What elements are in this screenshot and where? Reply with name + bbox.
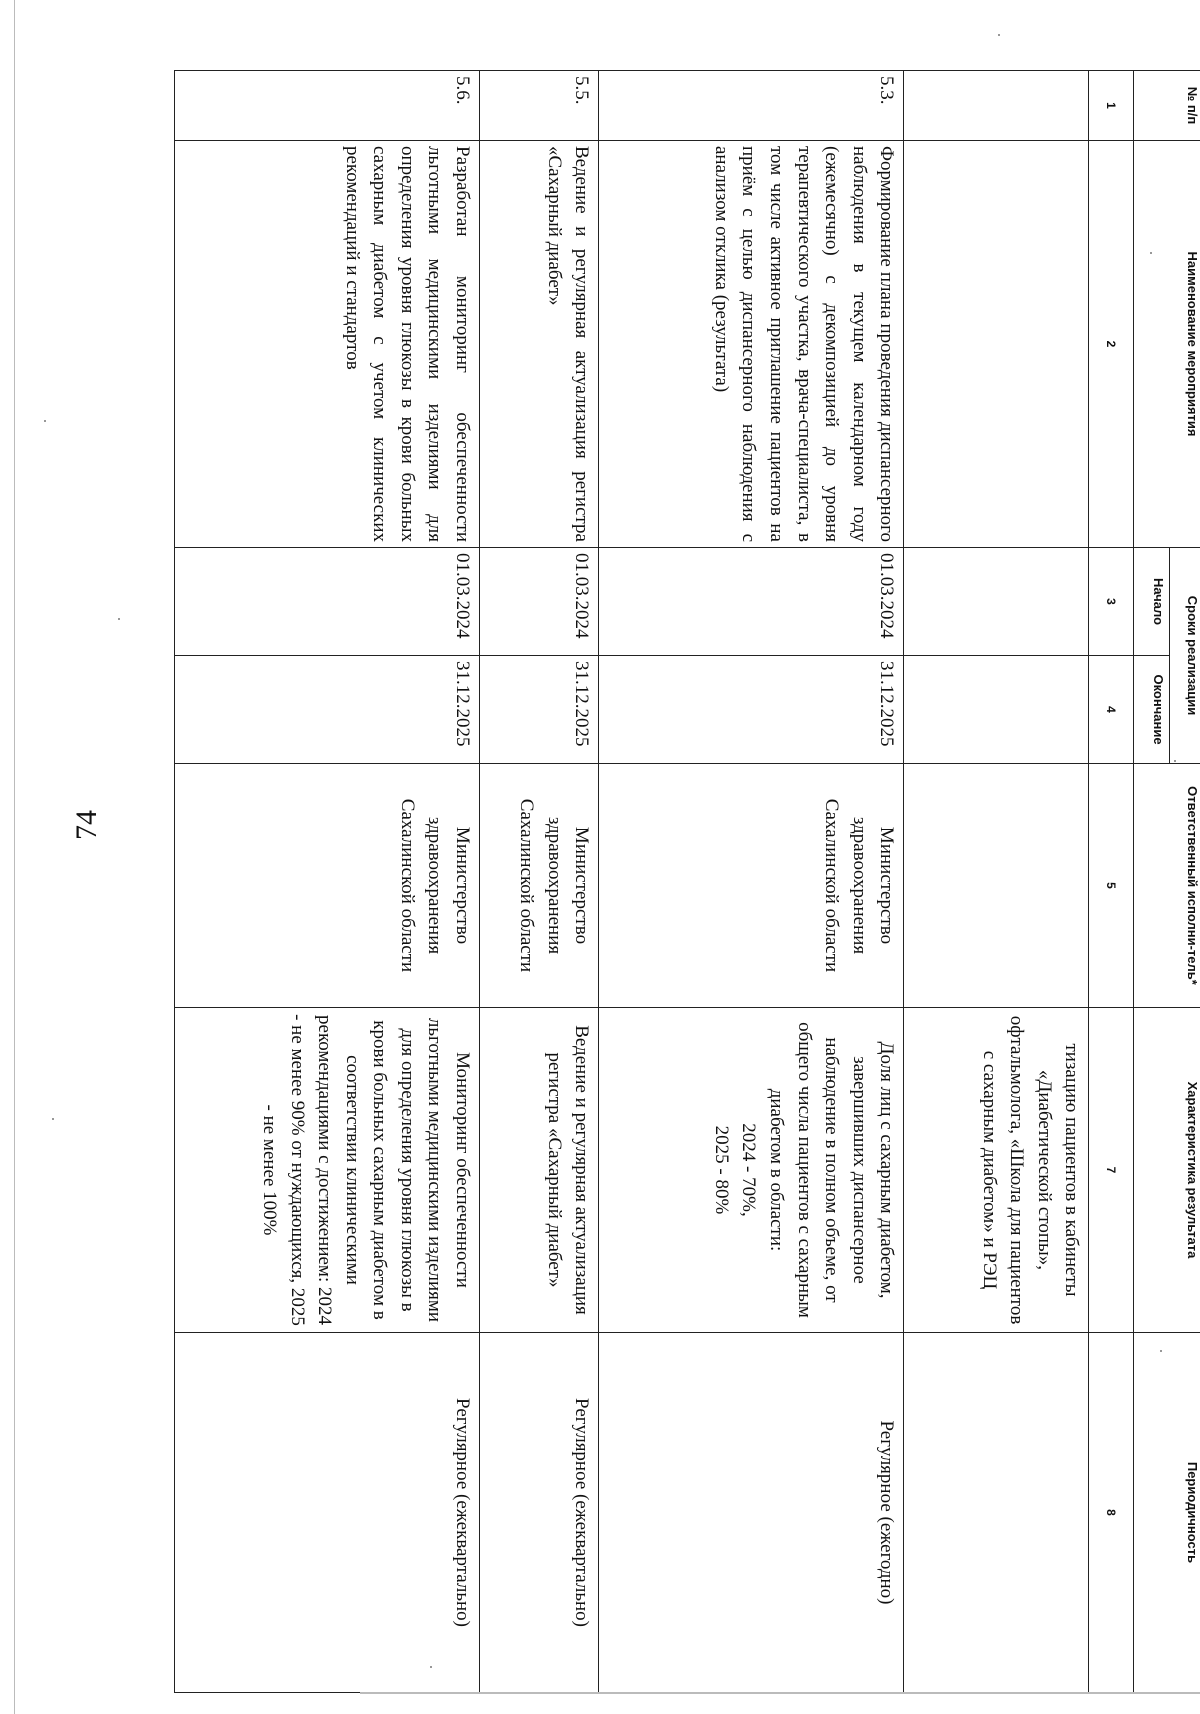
scan-speck xyxy=(430,1666,432,1668)
table-row xyxy=(599,71,904,1693)
column-numbers-row xyxy=(1089,71,1134,1693)
row-end: 31.12.2025 xyxy=(479,656,599,764)
header-end: Окончание xyxy=(1134,656,1170,764)
row-executor: Министерство здравоохранения Сахалинской области xyxy=(175,764,480,1008)
col-number: 8 xyxy=(1089,1333,1134,1693)
row-result-line: 2025 - 80% xyxy=(710,1125,732,1215)
scan-bottom-line xyxy=(360,1692,1200,1694)
row-result xyxy=(599,1008,904,1333)
continuation-start xyxy=(904,548,1089,656)
row-num: 5.6. xyxy=(175,71,480,141)
row-start: 01.03.2024 xyxy=(479,548,599,656)
col-number: 4 xyxy=(1089,656,1134,764)
continuation-executor xyxy=(904,764,1089,1008)
rotated-table-wrapper xyxy=(174,70,1200,1692)
row-end: 31.12.2025 xyxy=(175,656,480,764)
header-start: Начало xyxy=(1134,548,1170,656)
continuation-num xyxy=(904,71,1089,141)
continuation-name xyxy=(904,141,1089,548)
scan-speck xyxy=(44,420,46,422)
row-period: Регулярное (ежеквартально) xyxy=(479,1333,599,1693)
header-num: № п/п xyxy=(1134,71,1200,141)
scan-speck xyxy=(52,1118,54,1120)
row-period: Регулярное (ежегодно) xyxy=(599,1333,904,1693)
row-name: Ведение и регулярная актуализация регистра «Сахарный диабет» xyxy=(479,141,599,548)
row-start: 01.03.2024 xyxy=(175,548,480,656)
header-result: Характеристика результата xyxy=(1134,1008,1200,1333)
table-row xyxy=(175,71,480,1693)
table-row xyxy=(479,71,599,1693)
row-name: Формирование плана проведения диспансерного наблюдения в текущем календарном году (ежемесячно) с декомпозицией до уровня терапевтического участка, врача-специалиста, в том числе активное приглашение пациентов на приём с целью диспансерного наблюдения с анализом отклика (результата) xyxy=(599,141,904,548)
scan-speck xyxy=(1160,1350,1162,1352)
scan-speck xyxy=(1150,252,1152,254)
page-number: 74 xyxy=(70,810,103,840)
header-deadlines: Сроки реализации xyxy=(1170,548,1200,764)
continuation-period xyxy=(904,1333,1089,1693)
col-number: 3 xyxy=(1089,548,1134,656)
row-end: 31.12.2025 xyxy=(599,656,904,764)
scan-speck xyxy=(998,34,1000,36)
col-number: 5 xyxy=(1089,764,1134,1008)
col-number: 2 xyxy=(1089,141,1134,548)
row-start: 01.03.2024 xyxy=(599,548,904,656)
row-period: Регулярное (ежеквартально) xyxy=(175,1333,480,1693)
row-num: 5.5. xyxy=(479,71,599,141)
col-number: 1 xyxy=(1089,71,1134,141)
header-executor: Ответственный исполни-тель* xyxy=(1134,764,1200,1008)
header-name: Наименование мероприятия xyxy=(1134,141,1200,548)
row-executor: Министерство здравоохранения Сахалинской области xyxy=(479,764,599,1008)
scan-edge-line xyxy=(14,0,15,1714)
continuation-row xyxy=(904,71,1089,1693)
row-result: Мониторинг обеспеченности льготными медицинскими изделиями для определения уровня глюкозы в крови больных сахарным диабетом в соответствии клиническими рекомендациями с достижением: 2024 - не менее 90% от нуждающихся, 2025 - не менее 100% xyxy=(175,1008,480,1333)
row-executor: Министерство здравоохранения Сахалинской области xyxy=(599,764,904,1008)
scan-speck xyxy=(1174,760,1176,762)
row-name: Разработан мониторинг обеспеченности льготными медицинскими изделиями для определения уровня глюкозы в крови больных сахарным диабетом с учетом клинических рекомендаций и стандартов xyxy=(175,141,480,548)
header-period: Периодичность xyxy=(1134,1333,1200,1693)
continuation-result: тизацию пациентов в кабинеты «Диабетической стопы», офтальмолога, «Школа для пациентов с сахарным диабетом» и РЭЦ xyxy=(904,1008,1089,1333)
row-num: 5.3. xyxy=(599,71,904,141)
row-result-line: 2024 - 70%, xyxy=(738,1123,760,1217)
row-result-main: Доля лиц с сахарным диабетом, завершивших диспансерное наблюдение в полном объеме, от общего числа пациентов с сахарным диабетом в области: xyxy=(766,1022,898,1318)
row-result: Ведение и регулярная актуализация регистра «Сахарный диабет» xyxy=(479,1008,599,1333)
activities-table xyxy=(174,70,1200,1693)
continuation-end xyxy=(904,656,1089,764)
scan-speck xyxy=(118,618,120,620)
col-number: 7 xyxy=(1089,1008,1134,1333)
